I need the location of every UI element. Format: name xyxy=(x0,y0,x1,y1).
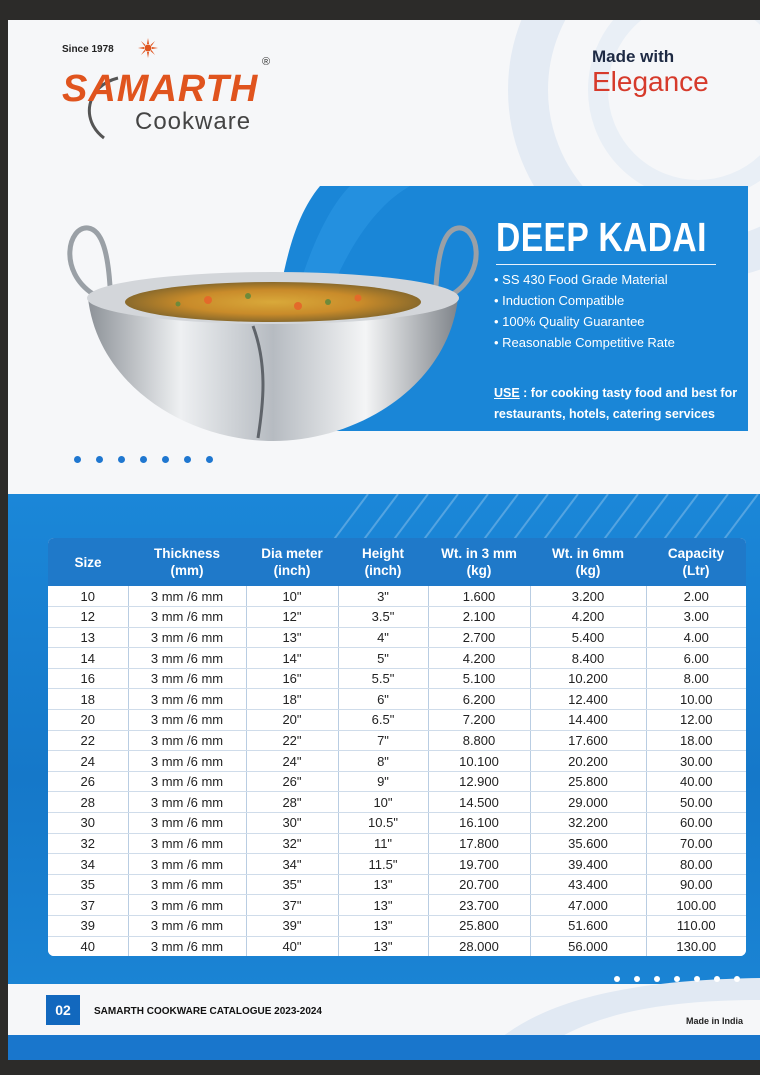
table-cell: 14.400 xyxy=(530,710,646,731)
table-cell: 10" xyxy=(246,586,338,607)
table-cell: 3 mm /6 mm xyxy=(128,751,246,772)
table-cell: 13" xyxy=(338,874,428,895)
table-row xyxy=(48,792,746,813)
table-row xyxy=(48,689,746,710)
table-cell: 16 xyxy=(48,668,128,689)
table-cell: 30" xyxy=(246,813,338,834)
registered-mark: ® xyxy=(262,56,271,68)
table-cell: 18.00 xyxy=(646,730,746,751)
tagline-elegance: Elegance xyxy=(592,66,709,97)
table-cell: 43.400 xyxy=(530,874,646,895)
table-cell: 3 mm /6 mm xyxy=(128,668,246,689)
table-cell: 5" xyxy=(338,648,428,669)
brand-name: SAMARTH xyxy=(62,68,259,110)
table-cell: 35.600 xyxy=(530,833,646,854)
table-cell: 5.5" xyxy=(338,668,428,689)
table-cell: 3 mm /6 mm xyxy=(128,586,246,607)
table-cell: 24" xyxy=(246,751,338,772)
page-number: 02 xyxy=(46,995,80,1025)
table-header-row xyxy=(48,538,746,586)
table-cell: 3 mm /6 mm xyxy=(128,936,246,956)
table-cell: 7.200 xyxy=(428,710,530,731)
column-header xyxy=(646,538,746,586)
table-cell: 39.400 xyxy=(530,854,646,875)
table-cell: 22 xyxy=(48,730,128,751)
table-cell: 12 xyxy=(48,607,128,628)
table-cell: 35" xyxy=(246,874,338,895)
column-header xyxy=(48,538,128,586)
table-row xyxy=(48,668,746,689)
table-cell: 40" xyxy=(246,936,338,956)
table-cell: 37" xyxy=(246,895,338,916)
table-cell: 28" xyxy=(246,792,338,813)
table-cell: 40 xyxy=(48,936,128,956)
table-cell: 6.5" xyxy=(338,710,428,731)
table-row xyxy=(48,627,746,648)
table-cell: 17.800 xyxy=(428,833,530,854)
table-cell: 3 mm /6 mm xyxy=(128,833,246,854)
table-cell: 6" xyxy=(338,689,428,710)
table-cell: 3 mm /6 mm xyxy=(128,874,246,895)
table-cell: 10.00 xyxy=(646,689,746,710)
column-header-label: Height xyxy=(362,546,404,561)
column-header-label: Dia meter xyxy=(261,546,323,561)
column-header-label: Capacity xyxy=(667,546,725,561)
table-cell: 34 xyxy=(48,854,128,875)
table-cell: 13" xyxy=(338,895,428,916)
table-cell: 18 xyxy=(48,689,128,710)
use-label: USE xyxy=(494,386,520,400)
spec-table xyxy=(48,538,746,956)
product-title: DEEP KADAI xyxy=(496,214,707,260)
sun-star-icon xyxy=(138,38,158,58)
table-row xyxy=(48,607,746,628)
footer-dots xyxy=(614,976,740,982)
column-header-unit: (kg) xyxy=(575,563,601,578)
table-cell: 18" xyxy=(246,689,338,710)
table-row xyxy=(48,771,746,792)
table-cell: 3 mm /6 mm xyxy=(128,730,246,751)
table-cell: 130.00 xyxy=(646,936,746,956)
table-cell: 25.800 xyxy=(530,771,646,792)
table-cell: 17.600 xyxy=(530,730,646,751)
decorative-dots xyxy=(74,456,213,463)
table-cell: 13 xyxy=(48,627,128,648)
table-cell: 12.00 xyxy=(646,710,746,731)
table-cell: 3 mm /6 mm xyxy=(128,895,246,916)
table-cell: 40.00 xyxy=(646,771,746,792)
column-header-unit: (mm) xyxy=(170,563,204,578)
table-row xyxy=(48,936,746,956)
table-cell: 23.700 xyxy=(428,895,530,916)
table-cell: 7" xyxy=(338,730,428,751)
table-cell: 56.000 xyxy=(530,936,646,956)
column-header-unit: (Ltr) xyxy=(682,563,710,578)
table-cell: 10 xyxy=(48,586,128,607)
table-cell: 8.400 xyxy=(530,648,646,669)
table-cell: 8.00 xyxy=(646,668,746,689)
column-header-label: Wt. in 6mm xyxy=(551,546,624,561)
table-row xyxy=(48,586,746,607)
table-cell: 13" xyxy=(246,627,338,648)
feature-item: • SS 430 Food Grade Material xyxy=(494,272,668,287)
table-cell: 3 mm /6 mm xyxy=(128,710,246,731)
brand-subtitle: Cookware xyxy=(135,108,252,135)
column-header-unit: (kg) xyxy=(466,563,492,578)
table-cell: 3 mm /6 mm xyxy=(128,916,246,937)
table-cell: 4" xyxy=(338,627,428,648)
table-cell: 11" xyxy=(338,833,428,854)
table-cell: 30.00 xyxy=(646,751,746,772)
brand-logo xyxy=(60,42,290,142)
table-row xyxy=(48,710,746,731)
column-header xyxy=(128,538,246,586)
table-cell: 4.200 xyxy=(530,607,646,628)
column-header-unit: (inch) xyxy=(273,563,311,578)
table-cell: 3 mm /6 mm xyxy=(128,854,246,875)
table-cell: 37 xyxy=(48,895,128,916)
table-cell: 10.200 xyxy=(530,668,646,689)
table-cell: 2.00 xyxy=(646,586,746,607)
table-cell: 20.200 xyxy=(530,751,646,772)
table-cell: 28.000 xyxy=(428,936,530,956)
table-row xyxy=(48,648,746,669)
table-cell: 13" xyxy=(338,936,428,956)
column-header-label: Wt. in 3 mm xyxy=(441,546,517,561)
footer-band xyxy=(8,1035,760,1060)
tagline-made-with: Made with xyxy=(592,47,675,66)
table-cell: 19.700 xyxy=(428,854,530,875)
table-cell: 12.900 xyxy=(428,771,530,792)
table-row xyxy=(48,730,746,751)
usage-note xyxy=(494,383,744,425)
made-in-label: Made in India xyxy=(686,1016,744,1026)
table-cell: 11.5" xyxy=(338,854,428,875)
table-cell: 20" xyxy=(246,710,338,731)
table-cell: 90.00 xyxy=(646,874,746,895)
table-cell: 3" xyxy=(338,586,428,607)
table-cell: 6.00 xyxy=(646,648,746,669)
spec-table-card xyxy=(48,538,746,956)
table-cell: 20.700 xyxy=(428,874,530,895)
table-cell: 32 xyxy=(48,833,128,854)
table-cell: 26 xyxy=(48,771,128,792)
table-cell: 8.800 xyxy=(428,730,530,751)
table-row xyxy=(48,813,746,834)
column-header xyxy=(338,538,428,586)
table-cell: 3.5" xyxy=(338,607,428,628)
table-cell: 2.100 xyxy=(428,607,530,628)
table-cell: 9" xyxy=(338,771,428,792)
table-cell: 26" xyxy=(246,771,338,792)
table-cell: 14 xyxy=(48,648,128,669)
title-divider xyxy=(496,264,716,265)
column-header xyxy=(246,538,338,586)
table-cell: 6.200 xyxy=(428,689,530,710)
catalogue-page xyxy=(8,20,760,1060)
table-cell: 32.200 xyxy=(530,813,646,834)
table-cell: 51.600 xyxy=(530,916,646,937)
table-cell: 12" xyxy=(246,607,338,628)
table-cell: 10" xyxy=(338,792,428,813)
table-cell: 14" xyxy=(246,648,338,669)
feature-list xyxy=(494,269,675,353)
use-text: : for cooking tasty food and best for restaurants, hotels, catering services xyxy=(494,386,738,421)
feature-item: • Induction Compatible xyxy=(494,293,625,308)
table-cell: 3 mm /6 mm xyxy=(128,648,246,669)
table-cell: 3.200 xyxy=(530,586,646,607)
table-cell: 5.400 xyxy=(530,627,646,648)
kadai-image xyxy=(58,216,488,442)
table-cell: 8" xyxy=(338,751,428,772)
table-cell: 3 mm /6 mm xyxy=(128,792,246,813)
table-cell: 24 xyxy=(48,751,128,772)
table-cell: 16.100 xyxy=(428,813,530,834)
column-header xyxy=(530,538,646,586)
table-cell: 70.00 xyxy=(646,833,746,854)
table-cell: 29.000 xyxy=(530,792,646,813)
table-cell: 110.00 xyxy=(646,916,746,937)
feature-item: • 100% Quality Guarantee xyxy=(494,314,645,329)
table-cell: 2.700 xyxy=(428,627,530,648)
table-cell: 1.600 xyxy=(428,586,530,607)
table-cell: 14.500 xyxy=(428,792,530,813)
table-row xyxy=(48,874,746,895)
table-cell: 100.00 xyxy=(646,895,746,916)
table-cell: 28 xyxy=(48,792,128,813)
table-cell: 5.100 xyxy=(428,668,530,689)
table-cell: 10.5" xyxy=(338,813,428,834)
table-cell: 3 mm /6 mm xyxy=(128,771,246,792)
table-row xyxy=(48,854,746,875)
table-cell: 4.00 xyxy=(646,627,746,648)
table-cell: 22" xyxy=(246,730,338,751)
table-row xyxy=(48,751,746,772)
table-cell: 60.00 xyxy=(646,813,746,834)
table-row xyxy=(48,895,746,916)
table-cell: 10.100 xyxy=(428,751,530,772)
catalogue-label: SAMARTH COOKWARE CATALOGUE 2023-2024 xyxy=(94,1006,322,1017)
since-label: Since 1978 xyxy=(62,44,114,55)
table-cell: 34" xyxy=(246,854,338,875)
table-cell: 30 xyxy=(48,813,128,834)
table-cell: 20 xyxy=(48,710,128,731)
table-cell: 3 mm /6 mm xyxy=(128,627,246,648)
table-cell: 39 xyxy=(48,916,128,937)
table-cell: 32" xyxy=(246,833,338,854)
table-cell: 47.000 xyxy=(530,895,646,916)
table-body xyxy=(48,586,746,956)
column-header-label: Size xyxy=(74,554,102,570)
table-cell: 50.00 xyxy=(646,792,746,813)
table-cell: 4.200 xyxy=(428,648,530,669)
feature-item: • Reasonable Competitive Rate xyxy=(494,335,675,350)
table-cell: 16" xyxy=(246,668,338,689)
table-cell: 80.00 xyxy=(646,854,746,875)
table-cell: 3 mm /6 mm xyxy=(128,607,246,628)
table-cell: 3.00 xyxy=(646,607,746,628)
table-cell: 35 xyxy=(48,874,128,895)
column-header xyxy=(428,538,530,586)
table-cell: 39" xyxy=(246,916,338,937)
table-row xyxy=(48,916,746,937)
column-header-unit: (inch) xyxy=(364,563,402,578)
table-cell: 3 mm /6 mm xyxy=(128,813,246,834)
table-cell: 13" xyxy=(338,916,428,937)
table-cell: 25.800 xyxy=(428,916,530,937)
column-header-label: Thickness xyxy=(153,546,221,561)
table-cell: 3 mm /6 mm xyxy=(128,689,246,710)
table-cell: 12.400 xyxy=(530,689,646,710)
table-row xyxy=(48,833,746,854)
